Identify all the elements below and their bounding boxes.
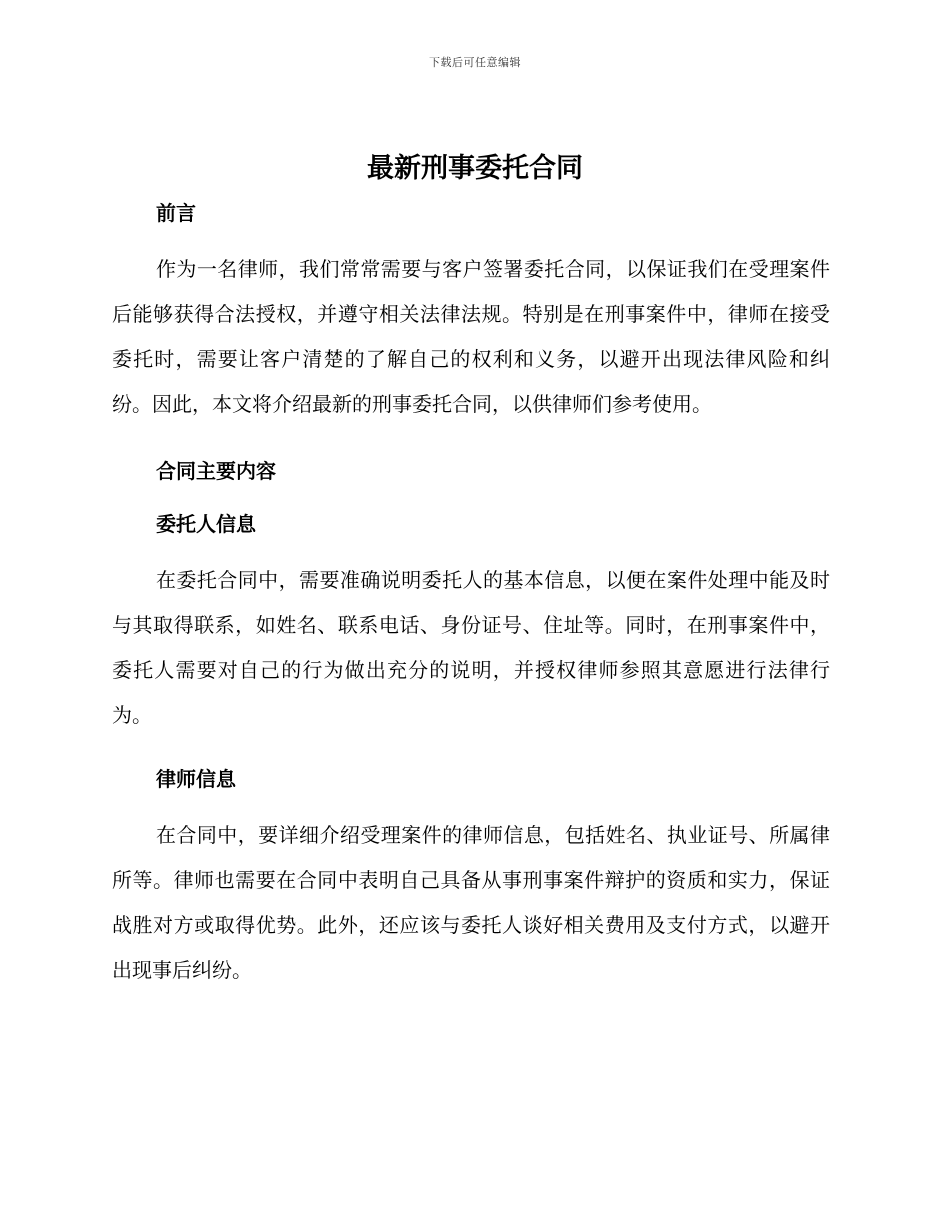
client-info-heading: 委托人信息 [156, 512, 256, 536]
document-title: 最新刑事委托合同 [367, 153, 583, 184]
document-body [112, 193, 830, 993]
client-info-paragraph: 在委托合同中，需要准确说明委托人的基本信息，以便在案件处理中能及时与其取得联系，如姓名、联系电话、身份证号、住址等。同时，在刑事案件中，委托人需要对自己的行为做出充分的说明，并授权律师参照其意愿进行法律行为。 [112, 568, 830, 727]
main-content-heading: 合同主要内容 [156, 459, 276, 483]
preface-heading: 前言 [156, 201, 196, 225]
lawyer-info-paragraph: 在合同中，要详细介绍受理案件的律师信息，包括姓名、执业证号、所属律所等。律师也需要在合同中表明自己具备从事刑事案件辩护的资质和实力，保证战胜对方或取得优势。此外，还应该与委托人谈好相关费用及支付方式，以避开出现事后纠纷。 [112, 823, 830, 982]
header-note: 下载后可任意编辑 [429, 56, 521, 69]
preface-paragraph: 作为一名律师，我们常常需要与客户签署委托合同，以保证我们在受理案件后能够获得合法授权，并遵守相关法律法规。特别是在刑事案件中，律师在接受委托时，需要让客户清楚的了解自己的权利和义务，以避开出现法律风险和纠纷。因此，本文将介绍最新的刑事委托合同，以供律师们参考使用。 [112, 257, 830, 416]
lawyer-info-heading: 律师信息 [156, 767, 236, 791]
